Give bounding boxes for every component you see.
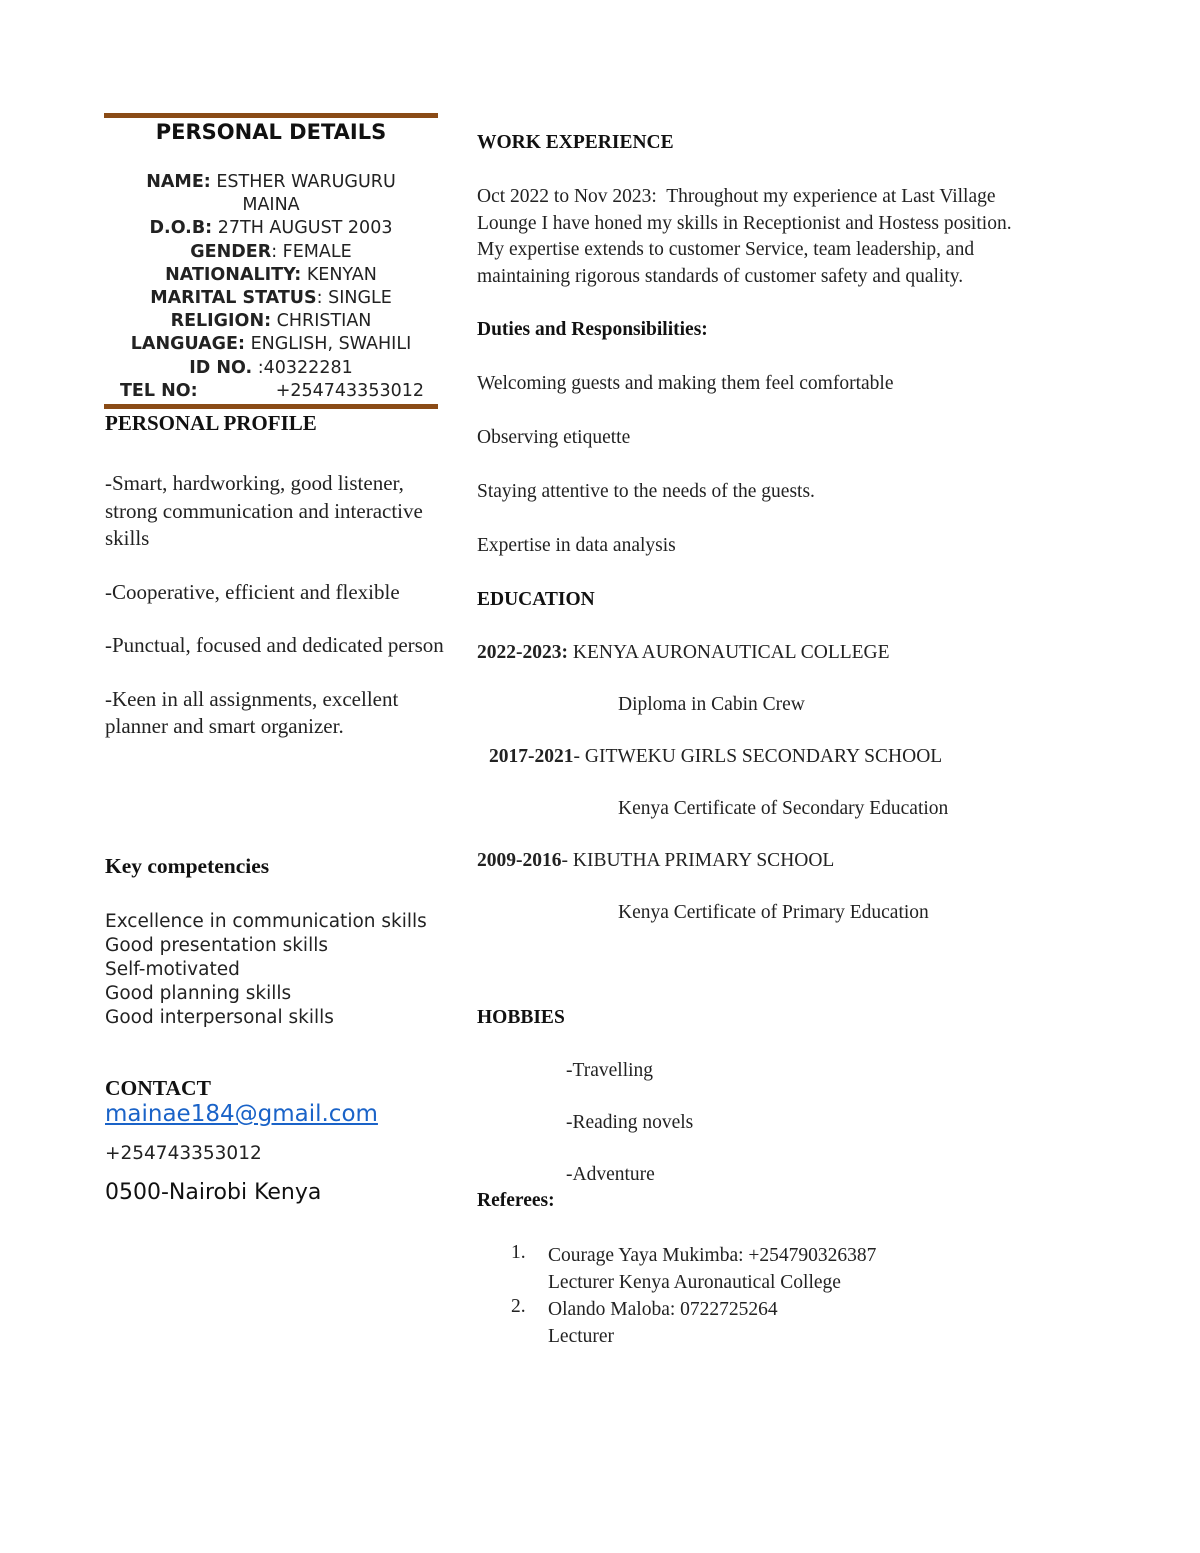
competency-item: Good planning skills [105,983,292,1004]
profile-item: -Cooperative, efficient and flexible [105,579,400,604]
work-line: Lounge I have honed my skills in Receptionist and Hostess position. [477,212,1012,234]
personal-details-title: PERSONAL DETAILS [155,120,387,144]
competency-item: Good presentation skills [105,935,328,956]
marital-label: MARITAL STATUS [150,288,317,309]
name-line-2: MAINA [242,195,300,216]
contact-address: 0500-Nairobi Kenya [105,1180,322,1205]
email-link[interactable]: mainae184@gmail.com [105,1101,378,1127]
top-rule [104,113,438,118]
key-competencies-title: Key competencies [105,854,270,878]
referee-line: Courage Yaya Mukimba: +254790326387 [548,1245,877,1266]
duty-item: Staying attentive to the needs of the guests. [477,481,815,502]
contact-title: CONTACT [105,1076,211,1100]
duty-item: Observing etiquette [477,427,631,448]
education-award: Kenya Certificate of Primary Education [618,902,929,923]
competency-item: Self-motivated [105,959,240,980]
work-line: Oct 2022 to Nov 2023: Throughout my experience at Last Village [477,186,996,207]
language-line [104,333,438,356]
education-entry [477,642,1077,664]
tel-label: TEL NO: [120,380,198,401]
referee-line: Olando Maloba: 0722725264 [548,1299,778,1320]
name-label: NAME: [146,172,211,192]
marital-value: : SINGLE [316,288,392,309]
email-row [105,1101,378,1127]
tel-value: +254743353012 [275,380,424,401]
education-years: 2009-2016 [477,850,562,871]
language-label: LANGUAGE: [130,334,245,355]
key-competencies-list [105,910,445,1030]
referees-title: Referees: [477,1190,555,1211]
marital-line [104,287,438,310]
education-school: - KIBUTHA PRIMARY SCHOOL [561,850,835,871]
education-years: 2022-2023: [477,642,568,663]
religion-value: CHRISTIAN [271,311,372,332]
work-experience-title: WORK EXPERIENCE [477,132,674,153]
education-entry [489,746,1089,768]
competency-item: Good interpersonal skills [105,1007,334,1028]
id-value: :40322281 [252,357,353,378]
gender-line [104,241,438,264]
personal-profile-title: PERSONAL PROFILE [105,411,317,435]
education-award: Kenya Certificate of Secondary Education [618,798,949,819]
contact-phone: +254743353012 [105,1143,262,1164]
referee-line: Lecturer [548,1326,615,1347]
religion-label: RELIGION: [170,311,272,332]
referee-item [548,1296,1068,1350]
education-award: Diploma in Cabin Crew [618,694,805,715]
referee-item [548,1242,1068,1296]
education-school: KENYA AURONAUTICAL COLLEGE [568,642,890,663]
dob-label: D.O.B: [149,218,213,239]
nationality-line [104,264,438,287]
duty-item: Welcoming guests and making them feel comfortable [477,373,894,394]
referee-number: 2. [511,1296,526,1317]
gender-label: GENDER [190,241,272,262]
name-line [104,171,438,194]
work-line: maintaining rigorous standards of customer safety and quality. [477,266,964,288]
competency-item: Excellence in communication skills [105,911,427,932]
work-line: My expertise extends to customer Service, team leadership, and [477,239,975,261]
name-value: ESTHER WARUGURU [210,172,396,192]
hobby-item: -Travelling [566,1060,654,1081]
profile-item: -Keen in all assignments, excellent planner and smart organizer. [105,686,399,738]
education-title: EDUCATION [477,589,595,610]
personal-details-block [104,171,438,403]
hobbies-title: HOBBIES [477,1007,565,1028]
id-line [104,357,438,380]
profile-item: -Punctual, focused and dedicated person [105,633,444,657]
duty-item: Expertise in data analysis [477,535,676,556]
id-label: ID NO. [189,357,253,378]
hobby-item: -Adventure [566,1164,655,1185]
education-entry [477,850,1077,872]
language-value: ENGLISH, SWAHILI [245,334,412,355]
nationality-label: NATIONALITY: [165,264,302,285]
tel-line [104,380,438,403]
hobby-item: -Reading novels [566,1112,694,1133]
bottom-rule [104,404,438,409]
referee-line: Lecturer Kenya Auronautical College [548,1272,841,1293]
gender-value: : FEMALE [271,241,352,262]
referee-number: 1. [511,1242,526,1263]
profile-item: -Smart, hardworking, good listener, strong communication and interactive skills [105,471,423,550]
education-years: 2017-2021 [489,746,574,767]
duties-title: Duties and Responsibilities: [477,319,708,340]
dob-line [104,217,438,240]
dob-value: 27TH AUGUST 2003 [212,218,393,239]
nationality-value: KENYAN [301,264,377,285]
religion-line [104,310,438,333]
education-school: - GITWEKU GIRLS SECONDARY SCHOOL [573,746,943,767]
personal-profile-list [105,470,445,767]
work-experience-paragraph [477,184,1077,291]
